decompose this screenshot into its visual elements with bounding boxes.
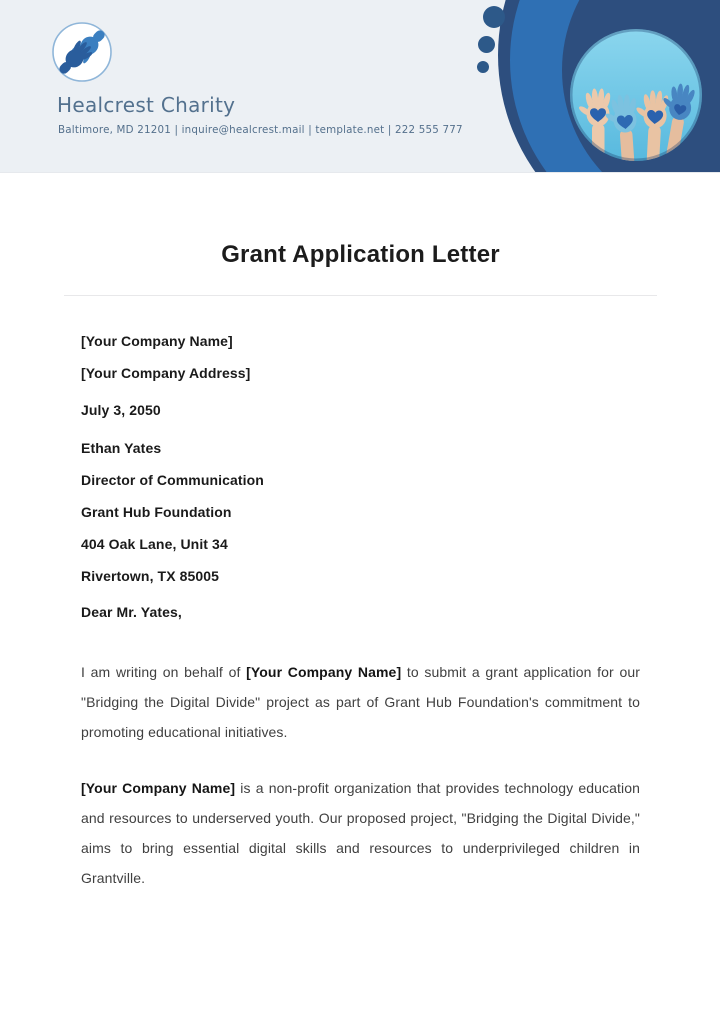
- sender-company-name: [Your Company Name]: [81, 333, 233, 349]
- paragraph-2-text: is a non-profit organization that provides technology education and resources to underserved youth. Our proposed project, "Bridging the Digital Divide," aims to bring essential digital skills and resources to underprivileged children in Grantville.: [81, 780, 640, 886]
- sender-company-address: [Your Company Address]: [81, 365, 251, 381]
- paragraph-1-company-placeholder: [Your Company Name]: [246, 664, 402, 680]
- page-title: Grant Application Letter: [221, 241, 500, 268]
- recipient-address-line2: Rivertown, TX 85005: [81, 568, 220, 584]
- paragraph-1-text: I am writing on behalf of: [81, 664, 247, 680]
- charity-logo-icon: [50, 20, 114, 84]
- recipient-name: Ethan Yates: [81, 440, 162, 456]
- letter-date: July 3, 2050: [81, 402, 161, 418]
- recipient-address-line1: 404 Oak Lane, Unit 34: [81, 536, 228, 552]
- decorative-dot-small: [477, 61, 489, 73]
- paragraph-2-company-placeholder: [Your Company Name]: [81, 780, 236, 796]
- paragraph-1-text-continued: to submit a grant application for our "Bridging the Digital Divide" project as part of Grant Hub Foundation's commitment to promoting educational initiatives.: [81, 664, 640, 740]
- organization-name: Healcrest Charity: [57, 93, 236, 117]
- paragraph-1: [81, 657, 640, 747]
- paragraph-2: [81, 773, 640, 893]
- title-divider: [64, 295, 657, 296]
- letter-body: [0, 240, 720, 893]
- recipient-title: Director of Communication: [81, 472, 264, 488]
- salutation: Dear Mr. Yates,: [81, 604, 182, 620]
- hands-photo: [570, 29, 702, 161]
- decorative-dot-large: [483, 6, 505, 28]
- decorative-dot-medium: [478, 36, 495, 53]
- recipient-organization: Grant Hub Foundation: [81, 504, 232, 520]
- letterhead: [0, 0, 720, 172]
- contact-info: Baltimore, MD 21201 | inquire@healcrest.mail | template.net | 222 555 777: [58, 124, 463, 136]
